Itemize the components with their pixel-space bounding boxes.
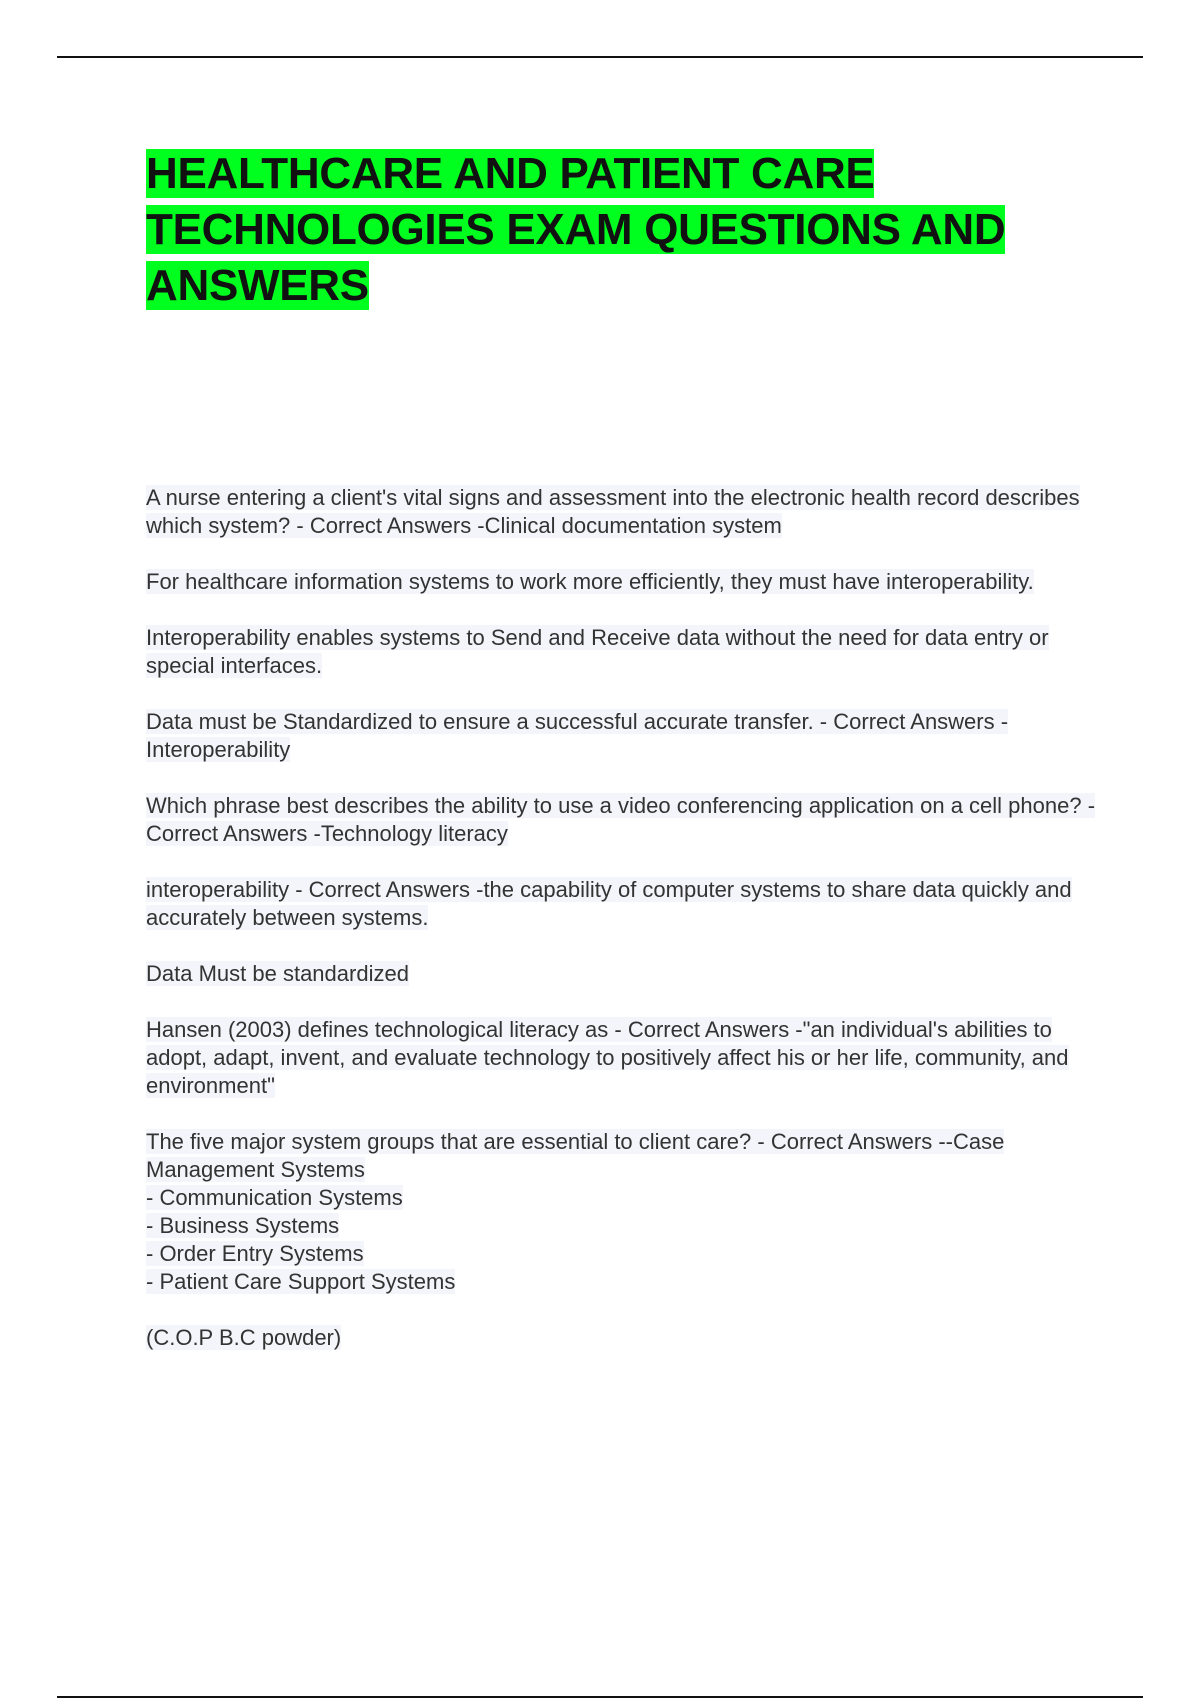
- qa-item-9: The five major system groups that are essential to client care? - Correct Answers --Case Management Systems - Communication Systems - Business Systems - Order Entry Systems - Patient Care Support Systems: [146, 1129, 1005, 1294]
- qa-item-3: Interoperability enables systems to Send and Receive data without the need for data entry or special interfaces.: [146, 625, 1049, 678]
- qa-item-2: For healthcare information systems to work more efficiently, they must have interoperability.: [146, 569, 1034, 594]
- qa-item-10: (C.O.P B.C powder): [146, 1325, 342, 1350]
- qa-item-8: Hansen (2003) defines technological literacy as - Correct Answers -"an individual's abilities to adopt, adapt, invent, and evaluate technology to positively affect his or her life, community, and environment": [146, 1017, 1069, 1098]
- document-title: [146, 146, 1106, 314]
- qa-list: [146, 484, 1106, 1352]
- top-rule: [57, 56, 1143, 58]
- bottom-rule: [57, 1696, 1143, 1698]
- qa-item-4: Data must be Standardized to ensure a successful accurate transfer. - Correct Answers -Interoperability: [146, 709, 1009, 762]
- qa-item-1: A nurse entering a client's vital signs and assessment into the electronic health record describes which system? - Correct Answers -Clinical documentation system: [146, 485, 1080, 538]
- title-highlight: HEALTHCARE AND PATIENT CARE TECHNOLOGIES EXAM QUESTIONS AND ANSWERS: [146, 149, 1006, 310]
- qa-item-7: Data Must be standardized: [146, 961, 409, 986]
- document-body: [146, 146, 1106, 1380]
- qa-item-5: Which phrase best describes the ability to use a video conferencing application on a cell phone? - Correct Answers -Technology literacy: [146, 793, 1096, 846]
- qa-item-6: interoperability - Correct Answers -the capability of computer systems to share data quickly and accurately between systems.: [146, 877, 1072, 930]
